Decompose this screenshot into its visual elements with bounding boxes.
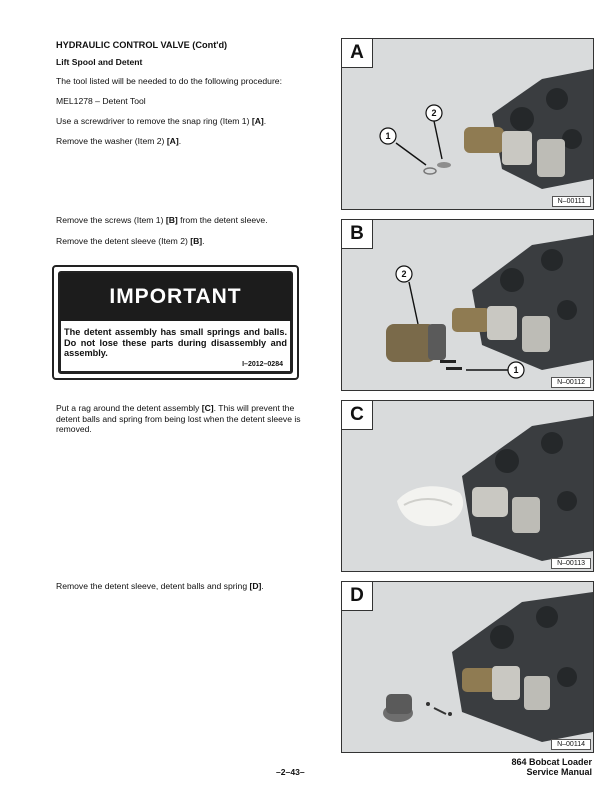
figure-b-code: N–00112 [551, 377, 591, 388]
figure-a [341, 38, 594, 210]
step-d1: Remove the detent sleeve, detent balls and spring [D]. [56, 581, 264, 591]
important-text: The detent assembly has small springs and balls. Do not lose these parts during disassembly and assembly. [64, 327, 287, 359]
figure-a-callout-1: 1 [385, 131, 391, 141]
figure-b-callout-1: 1 [513, 365, 519, 375]
manual-title [511, 757, 592, 777]
step-b1-tail: from the detent sleeve. [177, 215, 268, 225]
step-b2: Remove the detent sleeve (Item 2) [B]. [56, 236, 205, 246]
section-title: HYDRAULIC CONTROL VALVE (Cont'd) [56, 40, 228, 50]
figure-d [341, 581, 594, 753]
important-heading: IMPORTANT [60, 273, 291, 321]
step-b1-text: Remove the screws (Item 1) [56, 215, 166, 225]
figure-a-code: N–00111 [552, 196, 591, 207]
page-number: –2–43– [276, 767, 305, 777]
important-code: I–2012–0284 [242, 361, 283, 368]
step-a1: Use a screwdriver to remove the snap ring (Item 1) [A]. [56, 116, 267, 126]
step-d1-text: Remove the detent sleeve, detent balls and spring [56, 581, 250, 591]
figure-b-photo [342, 220, 593, 390]
step-c1-ref: [C] [201, 403, 214, 413]
figure-d-code: N–00114 [551, 739, 591, 750]
step-a1-text: Use a screwdriver to remove the snap ring (Item 1) [56, 116, 252, 126]
tool-intro: The tool listed will be needed to do the following procedure: [56, 76, 282, 86]
figure-a-letter: A [342, 39, 373, 68]
figure-c-photo [342, 401, 593, 571]
step-b2-ref: [B] [190, 236, 203, 246]
step-b2-text: Remove the detent sleeve (Item 2) [56, 236, 191, 246]
step-d1-ref: [D] [249, 581, 262, 591]
figure-c [341, 400, 594, 572]
figure-c-letter: C [342, 401, 373, 430]
subtitle: Lift Spool and Detent [56, 57, 143, 67]
manual-model: 864 Bobcat Loader [511, 757, 592, 767]
step-a2-ref: [A] [166, 136, 179, 146]
important-notice [52, 265, 299, 380]
step-a2-text: Remove the washer (Item 2) [56, 136, 167, 146]
figure-b-letter: B [342, 220, 373, 249]
tool-name: MEL1278 – Detent Tool [56, 96, 146, 106]
step-b1 [56, 215, 308, 226]
step-b1-ref: [B] [165, 215, 178, 225]
figure-a-photo [342, 39, 593, 209]
figure-d-photo [342, 582, 593, 752]
step-c1 [56, 403, 308, 435]
figure-b-callout-2: 2 [401, 269, 407, 279]
step-c1-text: Put a rag around the detent assembly [56, 403, 202, 413]
manual-name: Service Manual [526, 767, 592, 777]
figure-a-callout-2: 2 [431, 108, 437, 118]
figure-b [341, 219, 594, 391]
step-c1-tail: . This will prevent the detent balls and spring from being lost when the detent sleeve is removed. [56, 403, 301, 435]
figure-c-code: N–00113 [551, 558, 591, 569]
figure-d-letter: D [342, 582, 373, 611]
step-a2: Remove the washer (Item 2) [A]. [56, 136, 182, 146]
step-a1-ref: [A] [251, 116, 264, 126]
